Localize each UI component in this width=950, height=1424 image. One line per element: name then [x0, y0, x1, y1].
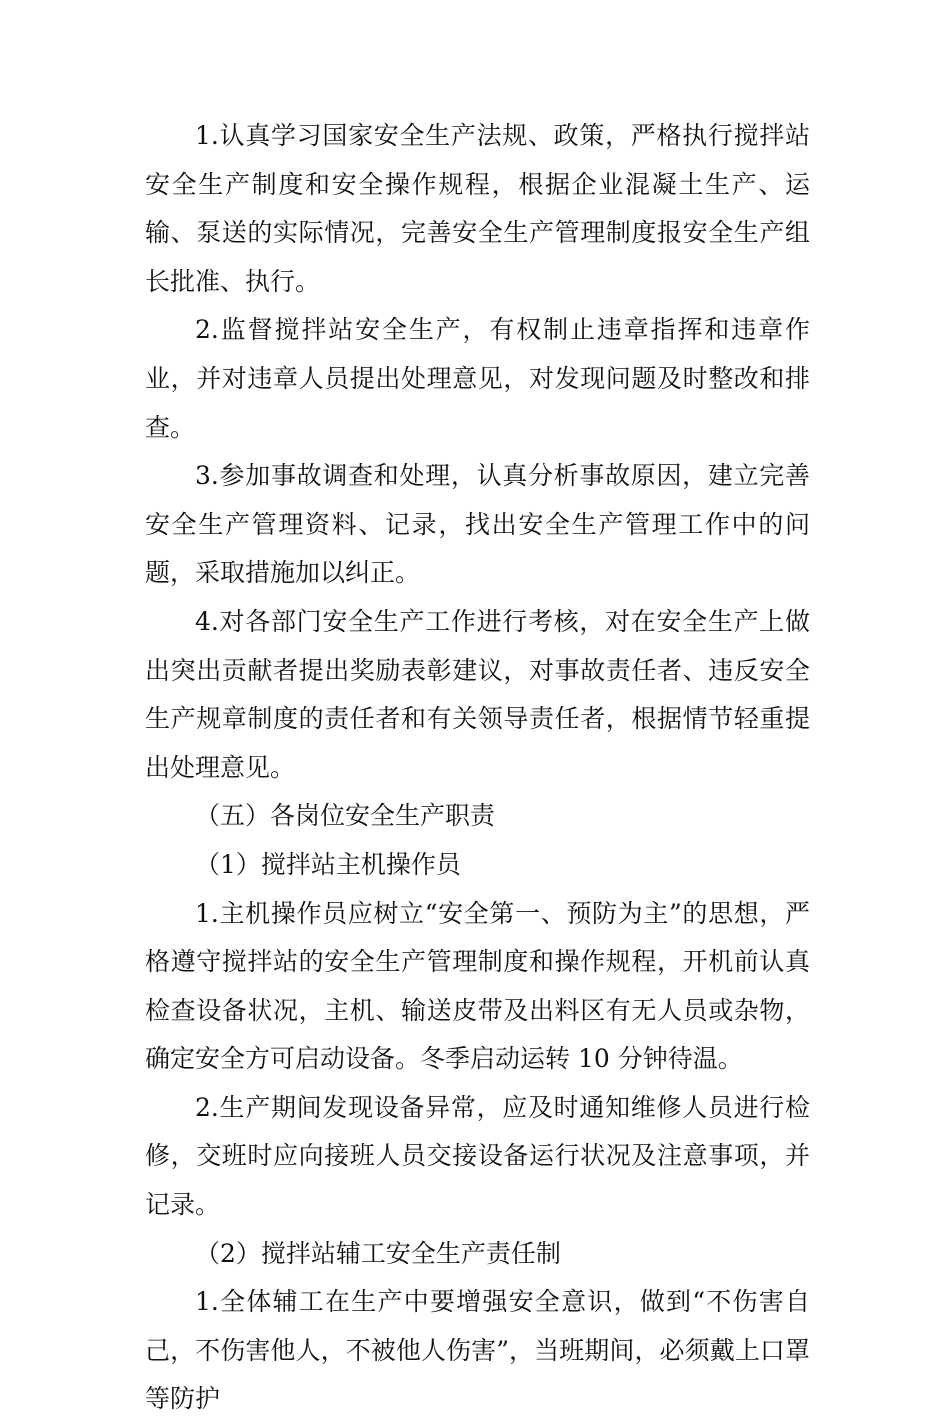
section-heading-5: （五）各岗位安全生产职责 [195, 801, 496, 831]
paragraph-2: 2.监督搅拌站安全生产，有权制止违章指挥和违章作业，并对违章人员提出处理意见，对发现问题及时整改和排查。 [145, 315, 810, 442]
paragraph-7: 1.全体辅工在生产中要增强安全意识，做到“不伤害自己，不伤害他人，不被他人伤害”，当班期间，必须戴上口罩等防护 [145, 1287, 810, 1414]
paragraph-1: 1.认真学习国家安全生产法规、政策，严格执行搅拌站安全生产制度和安全操作规程，根据企业混凝土生产、运输、泵送的实际情况，完善安全生产管理制度报安全生产组长批准、执行。 [145, 121, 810, 296]
paragraph-3: 3.参加事故调查和处理，认真分析事故原因，建立完善安全生产管理资料、记录，找出安全生产管理工作中的问题，采取措施加以纠正。 [145, 461, 810, 588]
subsection-heading-1: （1）搅拌站主机操作员 [195, 849, 461, 879]
subsection-heading-2: （2）搅拌站辅工安全生产责任制 [195, 1238, 561, 1268]
paragraph-5: 1.主机操作员应树立“安全第一、预防为主”的思想，严格遵守搅拌站的安全生产管理制度和操作规程，开机前认真检查设备状况，主机、输送皮带及出料区有无人员或杂物，确定安全方可启动设备。冬季启动运转 10 分钟待温。 [145, 898, 810, 1074]
document-body [145, 112, 810, 1424]
paragraph-6: 2.生产期间发现设备异常，应及时通知维修人员进行检修，交班时应向接班人员交接设备运行状况及注意事项，并记录。 [145, 1092, 810, 1220]
paragraph-4: 4.对各部门安全生产工作进行考核，对在安全生产上做出突出贡献者提出奖励表彰建议，对事故责任者、违反安全生产规章制度的责任者和有关领导责任者，根据情节轻重提出处理意见。 [145, 606, 810, 782]
